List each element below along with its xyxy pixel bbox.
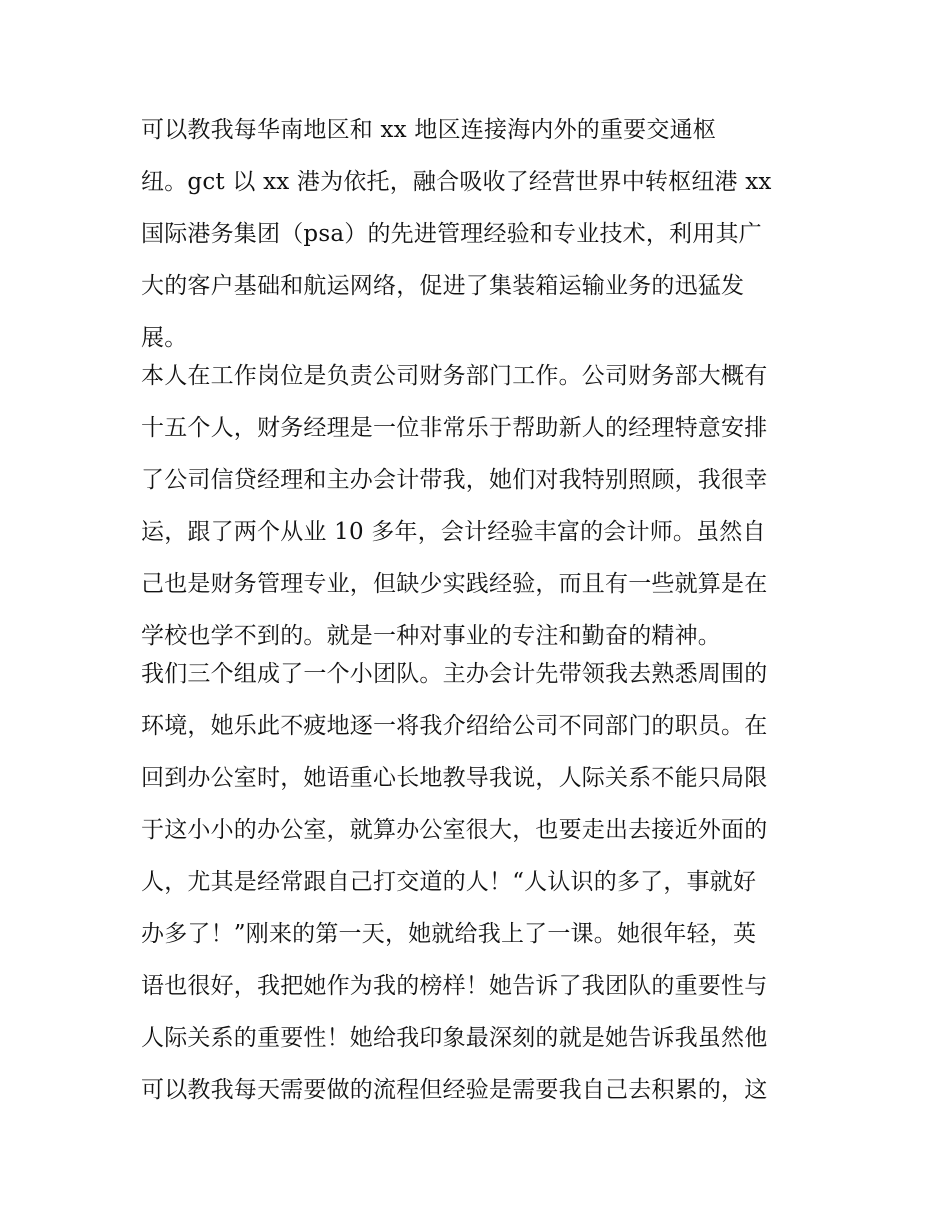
text-line: 国际港务集团（psa）的先进管理经验和专业技术，利用其广: [141, 221, 762, 247]
text-line: 运，跟了两个从业 10 多年，会计经验丰富的会计师。虽然自: [141, 519, 766, 545]
text-line: 展。: [141, 325, 188, 351]
text-line: 我们三个组成了一个小团队。主办会计先带领我去熟悉周围的: [141, 661, 768, 687]
text-line: 纽。gct 以 xx 港为依托，融合吸收了经营世界中转枢纽港 xx: [141, 169, 772, 195]
text-line: 可以教我每华南地区和 xx 地区连接海内外的重要交通枢: [141, 117, 716, 143]
text-line: 学校也学不到的。就是一种对事业的专注和勤奋的精神。: [141, 623, 721, 649]
text-line: 人，尤其是经常跟自己打交道的人！“人认识的多了，事就好: [141, 869, 757, 895]
text-line: 本人在工作岗位是负责公司财务部门工作。公司财务部大概有: [141, 363, 768, 389]
text-line: 了公司信贷经理和主办会计带我，她们对我特别照顾，我很幸: [141, 467, 768, 493]
text-line: 于这小小的办公室，就算办公室很大，也要走出去接近外面的: [141, 817, 768, 843]
text-line: 办多了！”刚来的第一天，她就给我上了一课。她很年轻，英: [141, 921, 757, 947]
text-line: 语也很好，我把她作为我的榜样！她告诉了我团队的重要性与: [141, 973, 768, 999]
text-line: 己也是财务管理专业，但缺少实践经验，而且有一些就算是在: [141, 571, 768, 597]
text-line: 大的客户基础和航运网络，促进了集装箱运输业务的迅猛发: [141, 273, 745, 299]
text-line: 十五个人，财务经理是一位非常乐于帮助新人的经理特意安排: [141, 415, 768, 441]
text-line: 可以教我每天需要做的流程但经验是需要我自己去积累的，这: [141, 1077, 768, 1103]
paragraph-port-intro: [141, 108, 821, 354]
document-body: [141, 108, 821, 1120]
text-line: 回到办公室时，她语重心长地教导我说，人际关系不能只局限: [141, 765, 768, 791]
text-line: 环境，她乐此不疲地逐一将我介绍给公司不同部门的职员。在: [141, 713, 768, 739]
paragraph-small-team: [141, 652, 821, 1120]
paragraph-finance-department: [141, 354, 821, 652]
text-line: 人际关系的重要性！她给我印象最深刻的就是她告诉我虽然他: [141, 1025, 768, 1051]
